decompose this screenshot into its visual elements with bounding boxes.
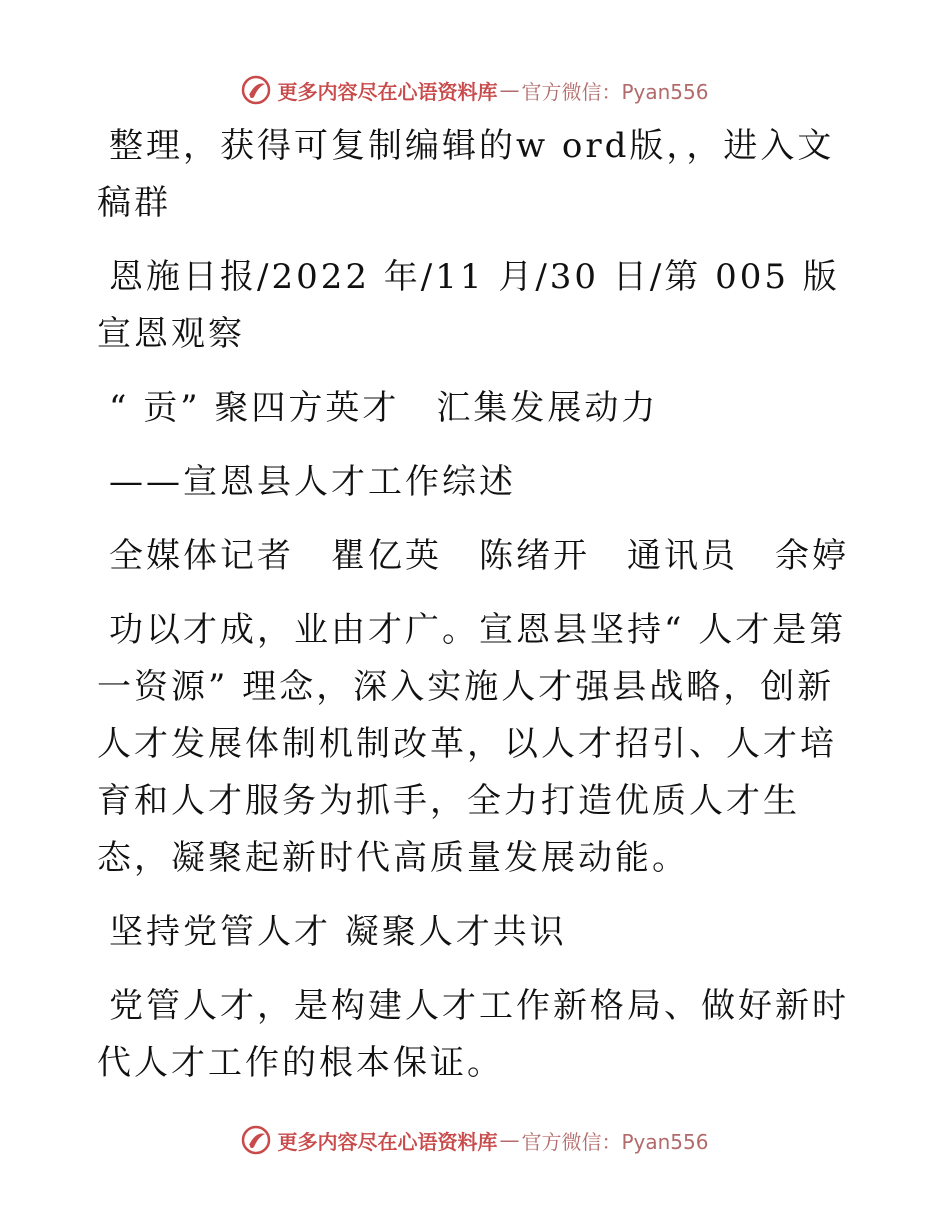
banner-text: 更多内容尽在心语资料库 [277,1129,498,1154]
intro-line: 整理，获得可复制编辑的w ord版，，进入文稿群 [97,126,835,223]
banner-text: 更多内容尽在心语资料库 [277,79,498,104]
byline: 全媒体记者 瞿亿英 陈绪开 通讯员 余婷 [109,536,849,576]
banner-dash: — [499,1128,520,1152]
brand-logo-icon [241,75,271,105]
article-subtitle: ——宣恩县人才工作综述 [109,462,516,502]
header-watermark-banner [0,72,950,108]
lead-paragraph: 功以才成，业由才广。宣恩县坚持“ 人才是第一资源” 理念，深入实施人才强县战略，创新人才发展体制机制改革，以人才招引、人才培育和人才服务为抓手，全力打造优质人才生态，凝聚起新时代高质量发展动能。 [97,610,847,878]
document-body [97,118,857,1092]
body-paragraph: 党管人才，是构建人才工作新格局、做好新时代人才工作的根本保证。 [97,986,849,1083]
section-heading: 坚持党管人才 凝聚人才共识 [109,912,567,952]
footer-watermark-banner [0,1122,950,1158]
brand-logo-icon [241,1125,271,1155]
banner-wechat-text: 官方微信：Pyan556 [521,79,709,104]
article-title: “ 贡” 聚四方英才 汇集发展动力 [109,388,659,428]
banner-dash: — [499,78,520,102]
banner-wechat-text: 官方微信：Pyan556 [521,1129,709,1154]
source-line: 恩施日报/2022 年/11 月/30 日/第 005 版宣恩观察 [97,257,840,354]
